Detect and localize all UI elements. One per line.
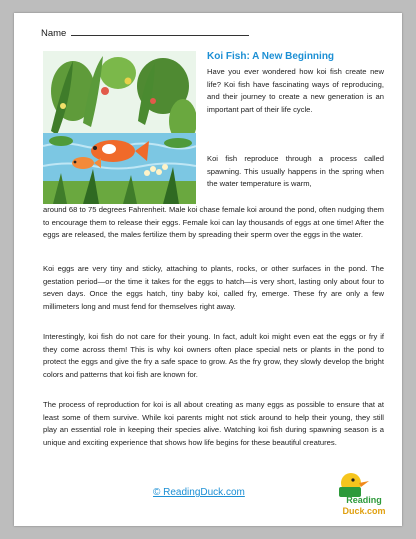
paragraph-2-part-1: Koi fish reproduce through a process called spawning. This usually happens in the spring when the water temperature is warm,: [207, 154, 384, 189]
paragraph-4: Interestingly, koi fish do not care for their young. In fact, adult koi might even eat the eggs or fry if they come across them! This is why koi owners often place special nets or plants in the pond to protect the eggs and give the fry a safe space to grow. As the fry grow, they slowly develop the bright colors and patterns that koi fish are known for.: [43, 332, 384, 380]
paragraph-3: Koi eggs are very tiny and sticky, attaching to plants, rocks, or other surfaces in the pond. The gestation period—or the time it takes for the eggs to hatch—is very short, lasting only about four to seven days. Once the eggs hatch, tiny baby koi, called fry, emerge. These fry are only a few millimeters long and must fend for themselves right away.: [43, 264, 384, 312]
paragraph-5: The process of reproduction for koi is all about creating as many eggs as possible to ensure that at least some of them survive. While koi parents might not stick around to help their young, they still play an essential role in keeping their species alive. Watching koi fish during spawning season is a unique and exciting experience that shows how life begins for these beautiful creatures.: [43, 400, 384, 448]
name-row: [41, 27, 249, 39]
name-label: Name: [41, 28, 67, 39]
paragraph-1: Have you ever wondered how koi fish create new life? Koi fish have fascinating ways of reproducing, and their journey to create a new generation is an important part of their life cycle.: [207, 67, 384, 115]
logo-word-1: Reading: [346, 495, 382, 505]
worksheet-page: [14, 13, 402, 526]
article-title: Koi Fish: A New Beginning: [207, 51, 335, 62]
logo-word-2: Duck.com: [342, 506, 386, 516]
reading-duck-logo: [333, 469, 391, 517]
readingduck-link[interactable]: © ReadingDuck.com: [153, 487, 245, 498]
paragraph-2-part-2: around 68 to 75 degrees Fahrenheit. Male koi chase female koi around the pond, often nudging them to encourage them to release their eggs. Female koi can lay thousands of eggs at one time! After the eggs are released, the males fertilize them by spreading their sperm over the eggs in the water.: [43, 205, 384, 240]
koi-pond-illustration: [43, 51, 196, 204]
name-input-line[interactable]: [71, 27, 249, 36]
